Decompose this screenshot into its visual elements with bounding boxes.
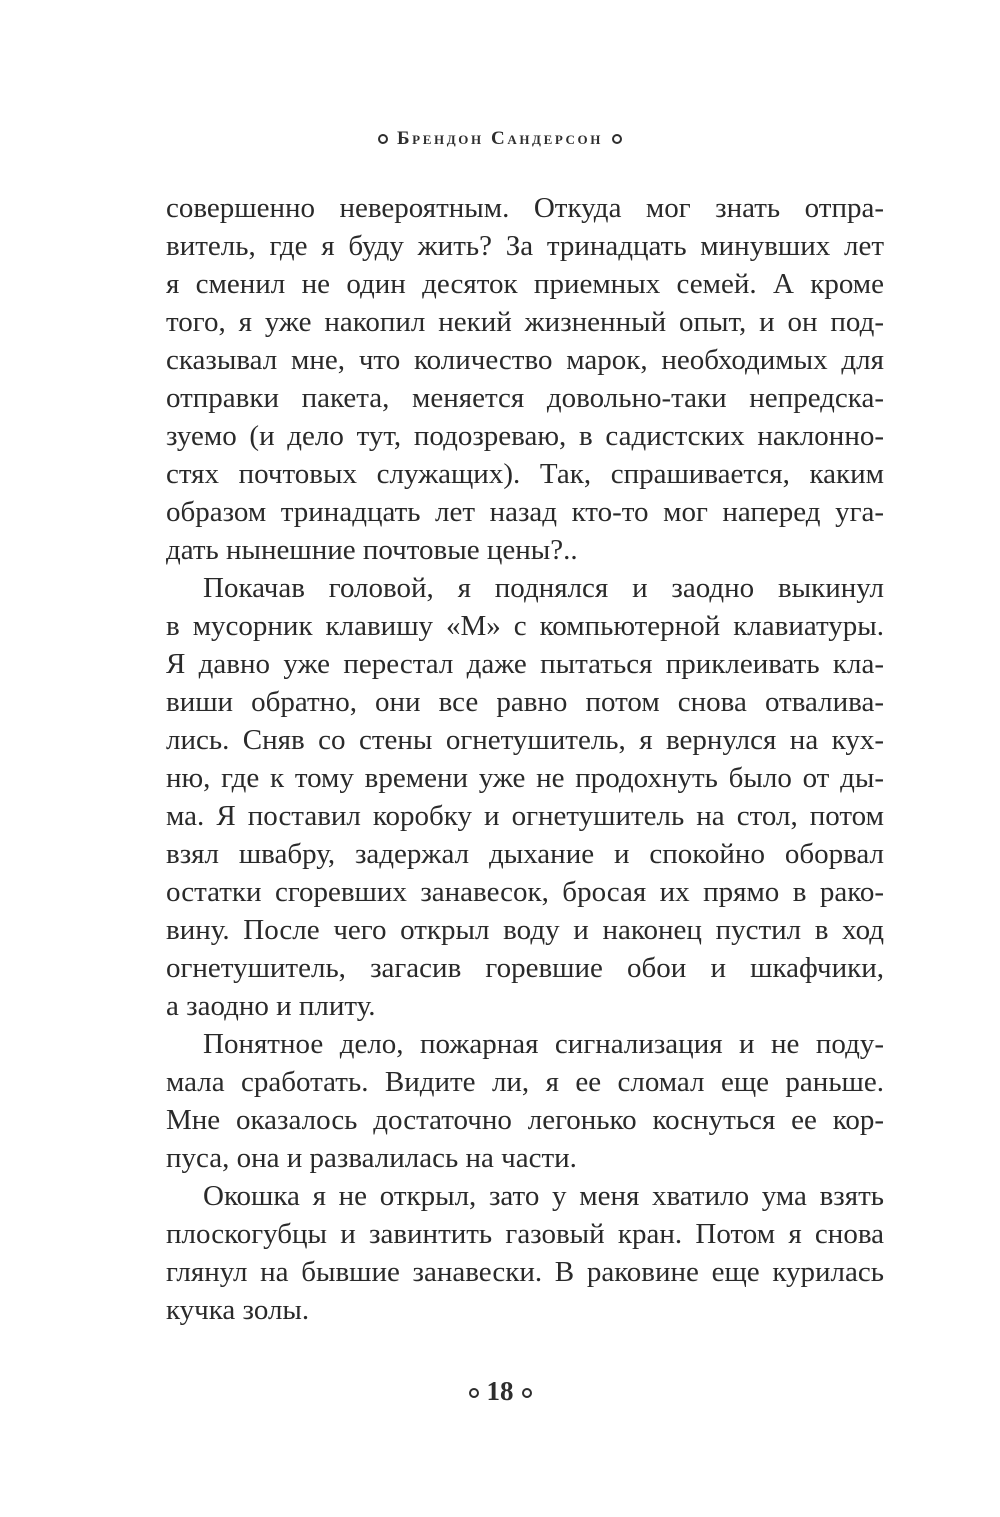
header-author: Брендон Сандерсон: [397, 128, 603, 149]
text-line: кучка золы.: [166, 1294, 310, 1326]
text-line: вину. После чего открыл воду и наконец пустил в ход: [166, 914, 884, 946]
text-line: стях почтовых служащих). Так, спрашивается, каким: [166, 458, 884, 490]
text-line: Понятное дело, пожарная сигнализация и не поду-: [203, 1028, 884, 1060]
page-footer: [0, 1376, 1000, 1407]
bullet-left-icon: [469, 1388, 479, 1398]
text-line: остатки сгоревших занавесок, бросая их прямо в рако-: [166, 876, 884, 908]
page-number: 18: [486, 1376, 514, 1406]
text-line: пуса, она и развалилась на части.: [166, 1142, 577, 1174]
text-line: в мусорник клавишу «М» с компьютерной клавиатуры.: [166, 610, 884, 642]
paragraph: [166, 1025, 884, 1177]
text-line: виши обратно, они все равно потом снова отвалива-: [166, 686, 884, 718]
running-header: [0, 128, 1000, 150]
text-line: мала сработать. Видите ли, я ее сломал еще раньше.: [166, 1066, 884, 1098]
text-line: сказывал мне, что количество марок, необходимых для: [166, 344, 884, 376]
text-line: глянул на бывшие занавески. В раковине еще курилась: [166, 1256, 884, 1288]
text-line: плоскогубцы и завинтить газовый кран. Потом я снова: [166, 1218, 884, 1250]
text-line: я сменил не один десяток приемных семей. А кроме: [166, 268, 884, 300]
text-line: взял швабру, задержал дыхание и спокойно оборвал: [166, 838, 884, 870]
text-line: лись. Сняв со стены огнетушитель, я вернулся на кух-: [166, 724, 884, 756]
text-line: огнетушитель, загасив горевшие обои и шкафчики,: [166, 952, 884, 984]
text-line: ма. Я поставил коробку и огнетушитель на стол, потом: [166, 800, 884, 832]
bullet-left-icon: [378, 134, 388, 144]
body-text: [166, 189, 884, 1329]
text-line: Я давно уже перестал даже пытаться приклеивать кла-: [166, 648, 884, 680]
text-line: Покачав головой, я поднялся и заодно выкинул: [203, 572, 884, 604]
text-line: дать нынешние почтовые цены?..: [166, 534, 578, 566]
text-line: зуемо (и дело тут, подозреваю, в садистских наклонно-: [166, 420, 884, 452]
text-line: а заодно и плиту.: [166, 990, 376, 1022]
bullet-right-icon: [522, 1388, 532, 1398]
text-line: отправки пакета, меняется довольно-таки непредска-: [166, 382, 884, 414]
text-line: Мне оказалось достаточно легонько коснуться ее кор-: [166, 1104, 884, 1136]
paragraph: [166, 1177, 884, 1329]
text-line: Окошка я не открыл, зато у меня хватило ума взять: [203, 1180, 884, 1212]
paragraph: [166, 189, 884, 569]
text-line: совершенно невероятным. Откуда мог знать отпра-: [166, 192, 884, 224]
text-line: ню, где к тому времени уже не продохнуть было от ды-: [166, 762, 884, 794]
text-line: витель, где я буду жить? За тринадцать минувших лет: [166, 230, 884, 262]
text-line: образом тринадцать лет назад кто-то мог наперед уга-: [166, 496, 884, 528]
bullet-right-icon: [612, 134, 622, 144]
paragraph: [166, 569, 884, 1025]
text-line: того, я уже накопил некий жизненный опыт, и он под-: [166, 306, 884, 338]
